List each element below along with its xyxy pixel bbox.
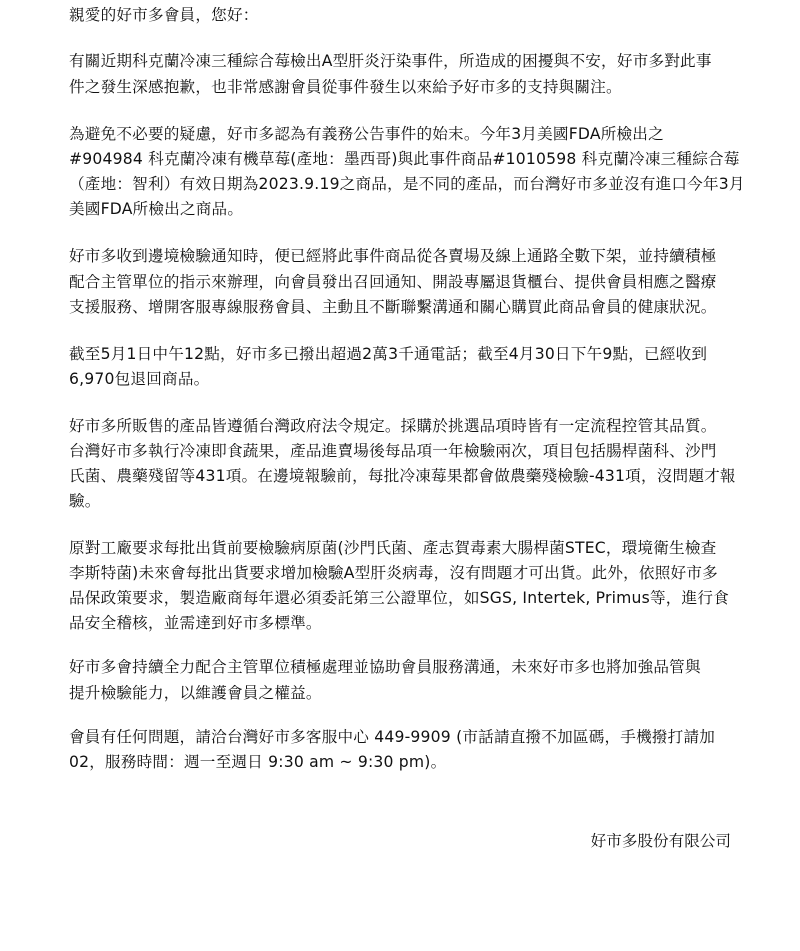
paragraph-testing-line-3: 品保政策要求，製造廠商每年還必須委託第三公證單位，如SGS, Intertek, Primus等，進行食 xyxy=(69,589,729,607)
paragraph-apology-line-1: 有關近期科克蘭冷凍三種綜合莓檢出A型肝炎汙染事件，所造成的困擾與不安，好市多對此事 xyxy=(69,52,712,70)
paragraph-apology-line-2: 件之發生深感抱歉，也非常感謝會員從事件發生以來給予好市多的支持與關注。 xyxy=(69,78,622,96)
paragraph-commitment-line-1: 好市多會持續全力配合主管單位積極處理並協助會員服務溝通，未來好市多也將加強品管與 xyxy=(69,658,701,676)
greeting: 親愛的好市多會員，您好： xyxy=(69,6,259,24)
paragraph-quality-line-1: 好市多所販售的產品皆遵循台灣政府法令規定。採購於挑選品項時皆有一定流程控管其品質。 xyxy=(69,417,717,435)
paragraph-commitment-line-2: 提升檢驗能力，以維護會員之權益。 xyxy=(69,684,322,702)
paragraph-actions-line-3: 支援服務、增開客服專線服務會員、主動且不斷聯繫溝通和關心購買此商品會員的健康狀況。 xyxy=(69,298,717,316)
paragraph-progress-line-2: 6,970包退回商品。 xyxy=(69,370,210,388)
paragraph-contact-line-2: 02，服務時間：週一至週日 9:30 am ~ 9:30 pm)。 xyxy=(69,753,447,771)
paragraph-quality-line-3: 氏菌、農藥殘留等431項。在邊境報驗前，每批冷凍莓果都會做農藥殘檢驗-431項，沒問題才報 xyxy=(69,467,736,485)
paragraph-actions-line-2: 配合主管單位的指示來辦理，向會員發出召回通知、開設專屬退貨櫃台、提供會員相應之醫療 xyxy=(69,273,717,291)
signature-company: 好市多股份有限公司 xyxy=(590,832,731,850)
paragraph-background-line-1: 為避免不必要的疑慮，好市多認為有義務公告事件的始末。今年3月美國FDA所檢出之 xyxy=(69,125,664,143)
paragraph-background-line-3: （產地：智利）有效日期為2023.9.19之商品，是不同的產品，而台灣好市多並沒有進口今年3月 xyxy=(69,175,745,193)
paragraph-actions-line-1: 好市多收到邊境檢驗通知時，便已經將此事件商品從各賣場及線上通路全數下架，並持續積極 xyxy=(69,247,717,265)
paragraph-testing-line-1: 原對工廠要求每批出貨前要檢驗病原菌(沙門氏菌、產志賀毒素大腸桿菌STEC，環境衛生檢查 xyxy=(69,539,717,557)
paragraph-progress-line-1: 截至5月1日中午12點，好市多已撥出超過2萬3千通電話；截至4月30日下午9點，已經收到 xyxy=(69,345,708,363)
paragraph-background-line-2: #904984 科克蘭冷凍有機草莓(產地：墨西哥)與此事件商品#1010598 科克蘭冷凍三種綜合莓 xyxy=(69,150,740,168)
paragraph-quality-line-4: 驗。 xyxy=(69,492,101,510)
paragraph-quality-line-2: 台灣好市多執行冷凍即食蔬果，產品進賣場後每品項一年檢驗兩次，項目包括腸桿菌科、沙門 xyxy=(69,442,717,460)
paragraph-testing-line-2: 李斯特菌)未來會每批出貨要求增加檢驗A型肝炎病毒，沒有問題才可出貨。此外，依照好市多 xyxy=(69,564,718,582)
paragraph-contact-line-1: 會員有任何問題，請洽台灣好市多客服中心 449-9909 (市話請直撥不加區碼，手機撥打請加 xyxy=(69,728,716,746)
paragraph-background-line-4: 美國FDA所檢出之商品。 xyxy=(69,200,244,218)
paragraph-testing-line-4: 品安全稽核，並需達到好市多標準。 xyxy=(69,614,322,632)
